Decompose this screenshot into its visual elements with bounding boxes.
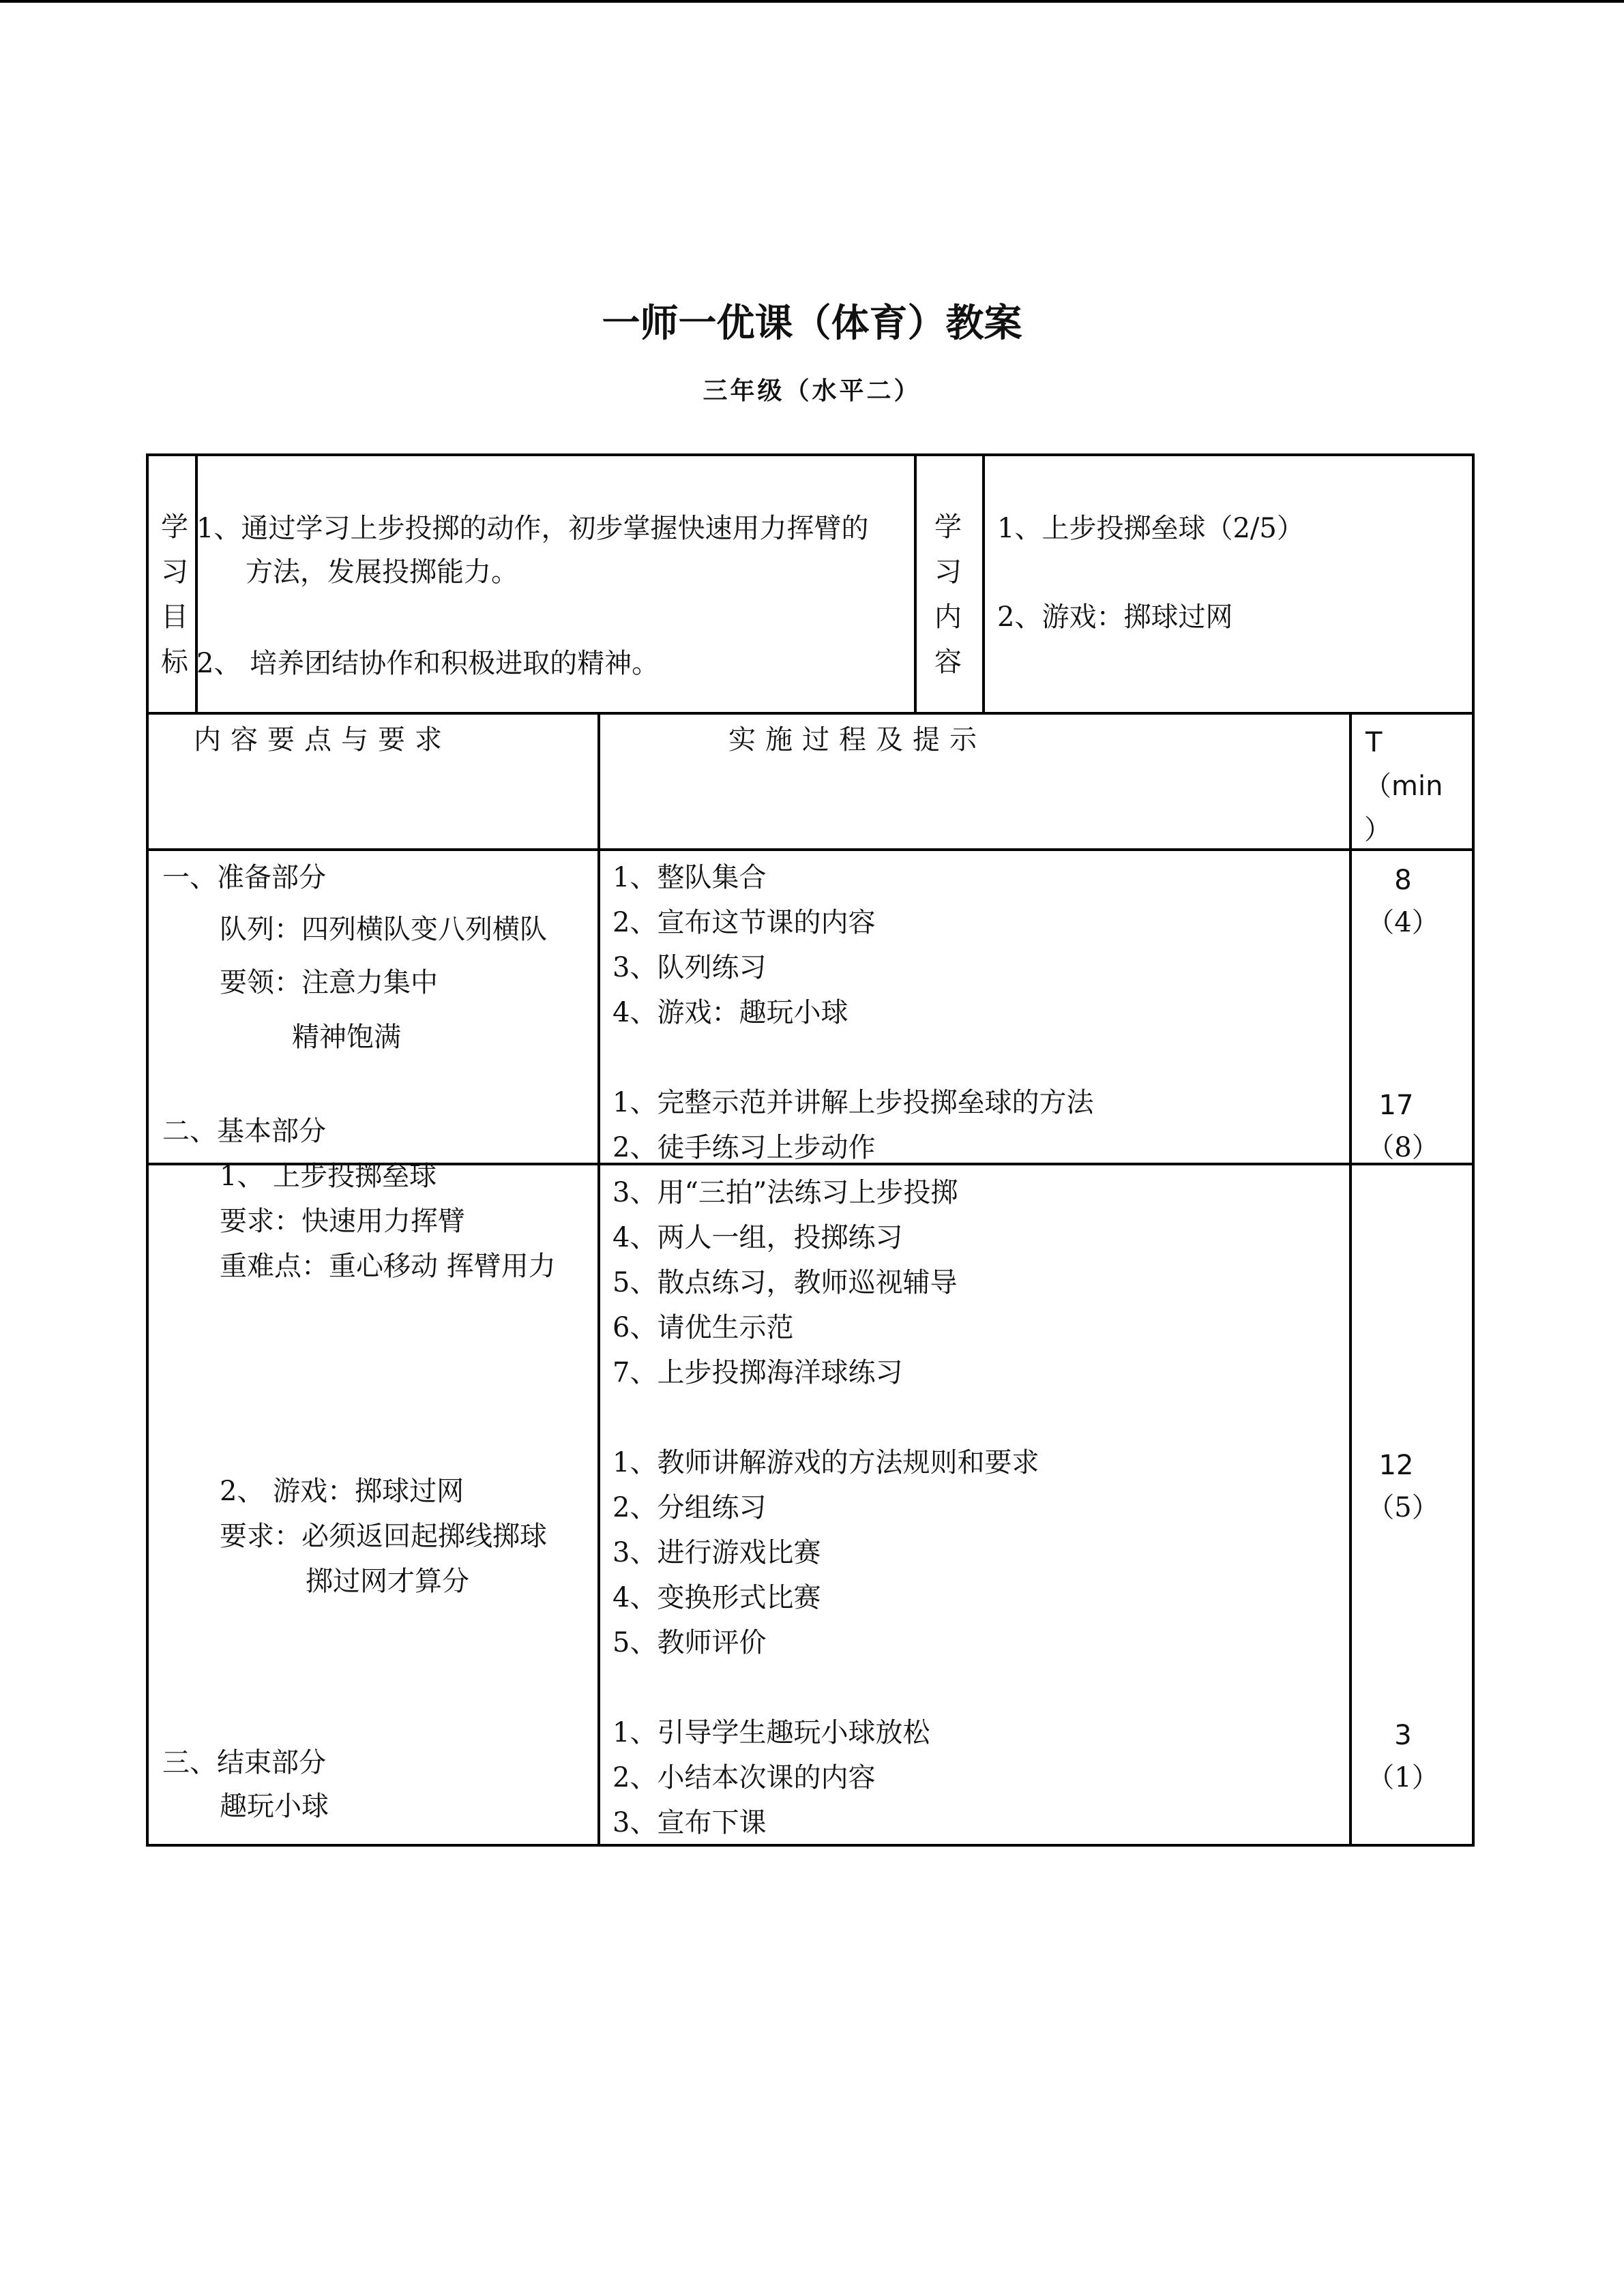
section-3-point: 要求：必须返回起掷线掷球	[220, 1521, 547, 1552]
divider	[914, 453, 917, 715]
section-4-point: 趣玩小球	[220, 1791, 329, 1822]
section-3-step: 3、进行游戏比赛	[612, 1537, 821, 1568]
section-1-step: 4、游戏：趣玩小球	[612, 997, 848, 1028]
section-3-step: 5、教师评价	[612, 1627, 767, 1658]
section-4-step: 3、宣布下课	[612, 1807, 767, 1838]
header-time-3: ）	[1364, 814, 1391, 846]
section-3-heading: 2、 游戏：掷球过网	[220, 1476, 464, 1507]
content-item-2: 2、游戏：掷球过网	[997, 601, 1233, 633]
section-1-point: 精神饱满	[292, 1022, 401, 1053]
section-3-point: 掷过网才算分	[306, 1566, 469, 1597]
section-2-heading: 二、基本部分	[162, 1116, 326, 1147]
section-3-step: 4、变换形式比赛	[612, 1582, 821, 1613]
section-2-step: 4、两人一组，投掷练习	[612, 1222, 903, 1253]
section-1-point: 要领：注意力集中	[220, 967, 438, 998]
section-4-time-sub: （1）	[1367, 1762, 1439, 1793]
header-time-1: T	[1365, 727, 1383, 758]
section-3-time: 12	[1378, 1450, 1414, 1481]
section-2-step: 3、用“三拍”法练习上步投掷	[612, 1177, 958, 1208]
header-divider	[146, 848, 1475, 851]
content-label: 学习内容	[934, 511, 962, 678]
section-1-heading: 一、准备部分	[162, 862, 326, 893]
section-2-point: 要求：快速用力挥臂	[220, 1206, 465, 1237]
section-2-step: 2、徒手练习上步动作	[612, 1132, 876, 1163]
section-2-step: 6、请优生示范	[612, 1312, 794, 1343]
page-subtitle: 三年级（水平二）	[703, 377, 921, 405]
divider	[982, 453, 985, 715]
section-1-step: 1、整队集合	[612, 862, 767, 893]
section-2-time-sub: （8）	[1367, 1132, 1439, 1163]
objective-line-3: 2、 培养团结协作和积极进取的精神。	[196, 648, 660, 679]
section-2-step: 1、完整示范并讲解上步投掷垒球的方法	[612, 1087, 1094, 1118]
table-bottom-border	[146, 1844, 1475, 1847]
section-1-time: 8	[1394, 865, 1412, 896]
section-4-time: 3	[1394, 1720, 1412, 1751]
section-2-step: 5、散点练习，教师巡视辅导	[612, 1267, 958, 1298]
section-4-heading: 三、结束部分	[162, 1747, 326, 1778]
section-1-step: 2、宣布这节课的内容	[612, 907, 876, 938]
header-time-2: （min	[1364, 771, 1443, 802]
objectives-label: 学习目标	[161, 511, 188, 678]
section-1-step: 3、队列练习	[612, 952, 767, 983]
section-4-step: 1、引导学生趣玩小球放松	[612, 1717, 930, 1748]
page-title: 一师一优课（体育）教案	[602, 301, 1022, 346]
page-top-border	[0, 0, 1624, 3]
table-right-border	[1472, 712, 1475, 1847]
objective-line-2: 方法，发展投掷能力。	[246, 556, 518, 588]
section-3-step: 1、教师讲解游戏的方法规则和要求	[612, 1447, 1039, 1478]
section-2-point: 重难点：重心移动 挥臂用力	[220, 1251, 556, 1282]
header-process: 实施过程及提示	[728, 724, 986, 756]
section-2-time: 17	[1378, 1090, 1414, 1121]
content-item-1: 1、上步投掷垒球（2/5）	[997, 513, 1304, 544]
table-left-border	[146, 712, 149, 1847]
section-1-point: 队列：四列横队变八列横队	[220, 914, 547, 945]
section-3-step: 2、分组练习	[612, 1492, 767, 1523]
section-2-point: 1、 上步投掷垒球	[220, 1161, 437, 1192]
section-2-step: 7、上步投掷海洋球练习	[612, 1357, 903, 1388]
section-4-step: 2、小结本次课的内容	[612, 1762, 876, 1793]
objective-line-1: 1、通过学习上步投掷的动作，初步掌握快速用力挥臂的	[196, 513, 869, 544]
divider	[597, 712, 600, 1847]
section-3-time-sub: （5）	[1367, 1492, 1439, 1523]
header-points: 内容要点与要求	[194, 724, 452, 756]
section-1-time-sub: （4）	[1367, 907, 1439, 938]
